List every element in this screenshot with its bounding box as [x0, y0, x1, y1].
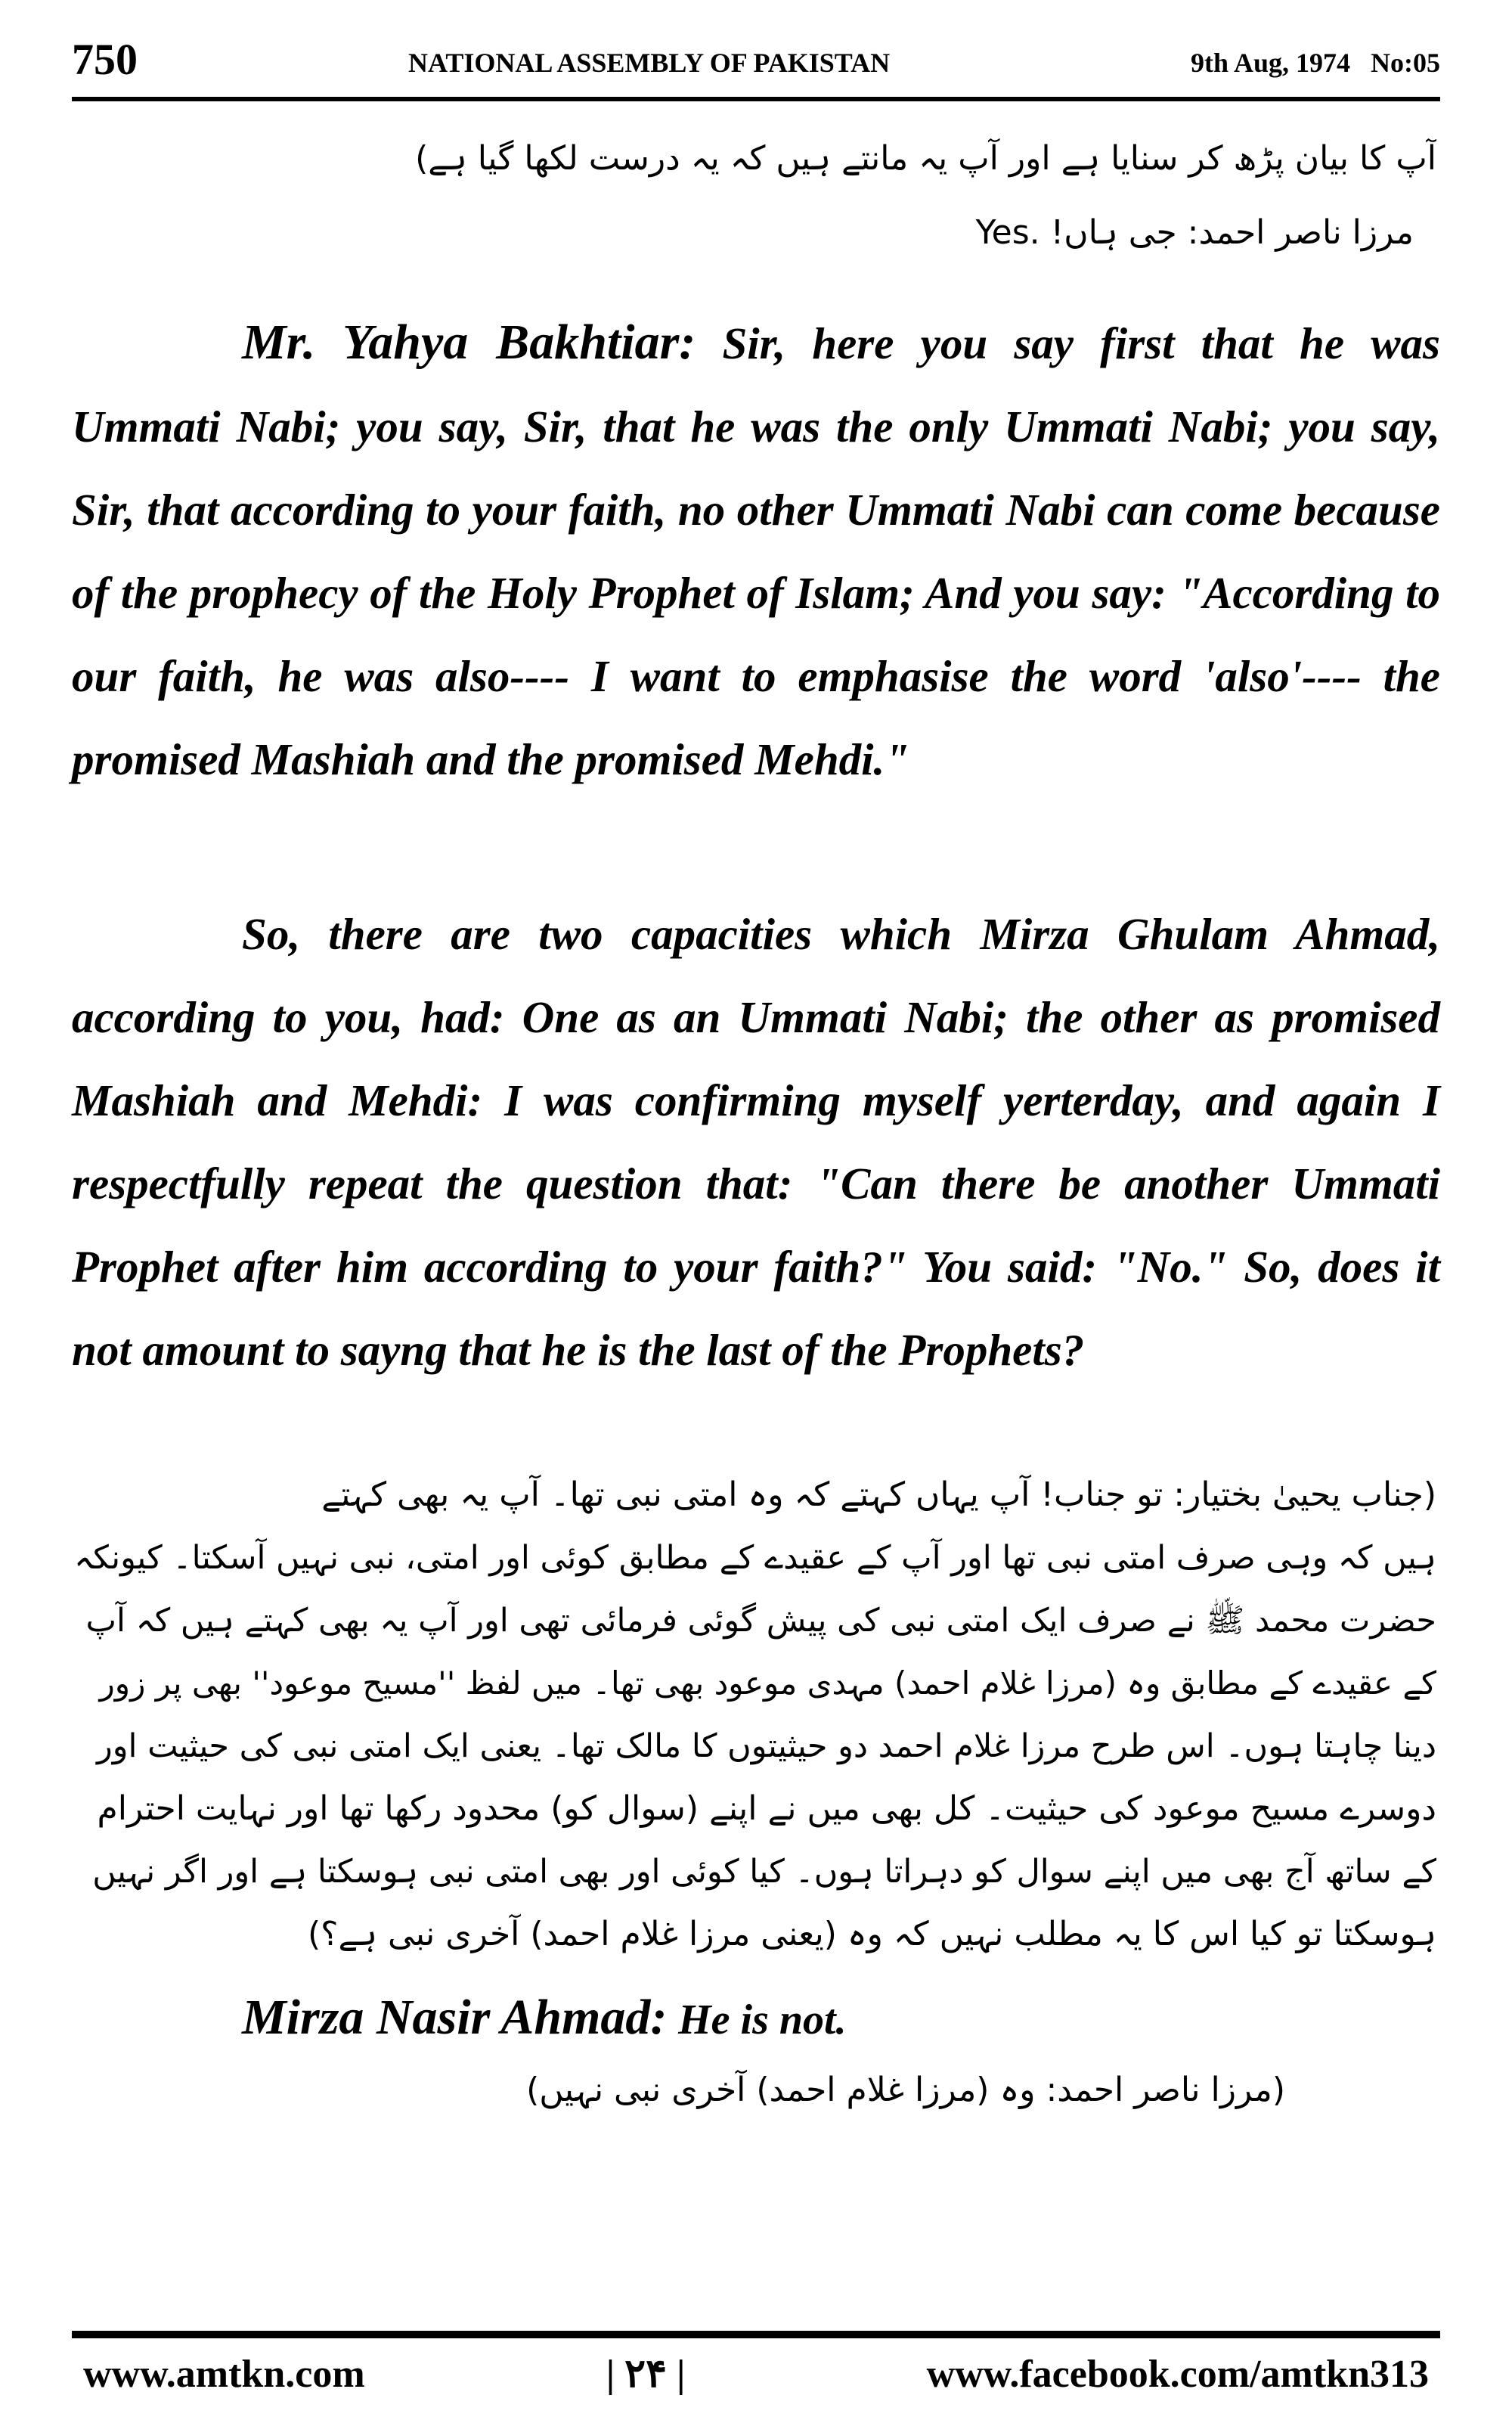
- reply-mirza-nasir-ahmad: [242, 1980, 1440, 2058]
- urdu-line: مرزا ناصر احمد: جی ہاں! .Yes: [975, 213, 1414, 252]
- header-date-number: 9th Aug, 1974 No:05: [1190, 48, 1440, 78]
- urdu-line: ہوسکتا تو کیا اس کا یہ مطلب نہیں کہ وہ (یعنی مرزا غلام احمد) آخری نبی ہے؟): [307, 1915, 1436, 1953]
- urdu-line: کے ساتھ آج بھی میں اپنے سوال کو دہراتا ہوں۔ کیا کوئی اور بھی امتی نبی ہوسکتا ہے اور اگر نہیں: [92, 1853, 1436, 1891]
- page-number: 750: [72, 35, 138, 84]
- urdu-line: دینا چاہتا ہوں۔ اس طرح مرزا غلام احمد دو حیثیتوں کا مالک تھا۔ یعنی ایک امتی نبی کی حیثیت اور: [97, 1727, 1436, 1765]
- header-title: NATIONAL ASSEMBLY OF PAKISTAN: [408, 48, 891, 78]
- footer-rule: [72, 2331, 1440, 2338]
- page-footer: [83, 2344, 1429, 2405]
- paragraph-two: [72, 892, 1440, 1392]
- speaker-name: Mirza Nasir Ahmad:: [242, 1990, 668, 2045]
- urdu-line: کے عقیدے کے مطابق وہ (مرزا غلام احمد) مہدی موعود بھی تھا۔ میں لفظ ''مسیح موعود'' بھی پر زور: [99, 1665, 1436, 1702]
- footer-page-number: | ۲۴ |: [606, 2353, 686, 2396]
- footer-facebook-link[interactable]: www.facebook.com/amtkn313: [926, 2353, 1429, 2396]
- reply-text: He is not.: [678, 1996, 847, 2043]
- paragraph-yahya-bakhtiar: [72, 301, 1440, 801]
- paragraph-text: So, there are two capacities which Mirza Ghulam Ahmad, according to you, had: One as an Ummati Nabi; the other as promised Mashiah and Mehdi: I was confirming myself yerterday, and again I respectfully repeat the question that: "Can there be another Ummati Prophet after him according to your faith?" You said: "No." So, does it not amount to sayng that he is the last of the Prophets?: [72, 909, 1440, 1375]
- speaker-name: Mr. Yahya Bakhtiar:: [242, 315, 696, 370]
- urdu-line: (جناب یحییٰ بختیار: تو جناب! آپ یہاں کہتے کہ وہ امتی نبی تھا۔ آپ یہ بھی کہتے: [321, 1475, 1436, 1514]
- urdu-line: آپ کا بیان پڑھ کر سنایا ہے اور آپ یہ مانتے ہیں کہ یہ درست لکھا گیا ہے): [415, 139, 1436, 178]
- paragraph-text: Sir, here you say first that he was Ummati Nabi; you say, Sir, that he was the only Ummati Nabi; you say, Sir, that according to your faith, no other Ummati Nabi can come because of the prophecy of the Holy Prophet of Islam; And you say: "According to our faith, he was also---- I want to emphasise the word 'also'---- the promised Mashiah and the promised Mehdi.": [72, 318, 1441, 784]
- urdu-line: دوسرے مسیح موعود کی حیثیت۔ کل بھی میں نے اپنے (سوال کو) محدود رکھا تھا اور نہایت احترام: [97, 1789, 1436, 1828]
- page-header: [72, 33, 1440, 86]
- urdu-line: حضرت محمد ﷺ نے صرف ایک امتی نبی کی پیش گوئی فرمائی تھی اور آپ یہ بھی کہتے ہیں کہ آپ: [85, 1602, 1436, 1640]
- footer-website-link[interactable]: www.amtkn.com: [83, 2353, 365, 2396]
- header-rule: [72, 97, 1440, 101]
- urdu-line: ہیں کہ وہی صرف امتی نبی تھا اور آپ کے عقیدے کے مطابق کوئی اور امتی، نبی نہیں آسکتا۔ کیونکہ: [74, 1539, 1436, 1577]
- urdu-line: (مرزا ناصر احمد: وہ (مرزا غلام احمد) آخری نبی نہیں): [526, 2071, 1285, 2109]
